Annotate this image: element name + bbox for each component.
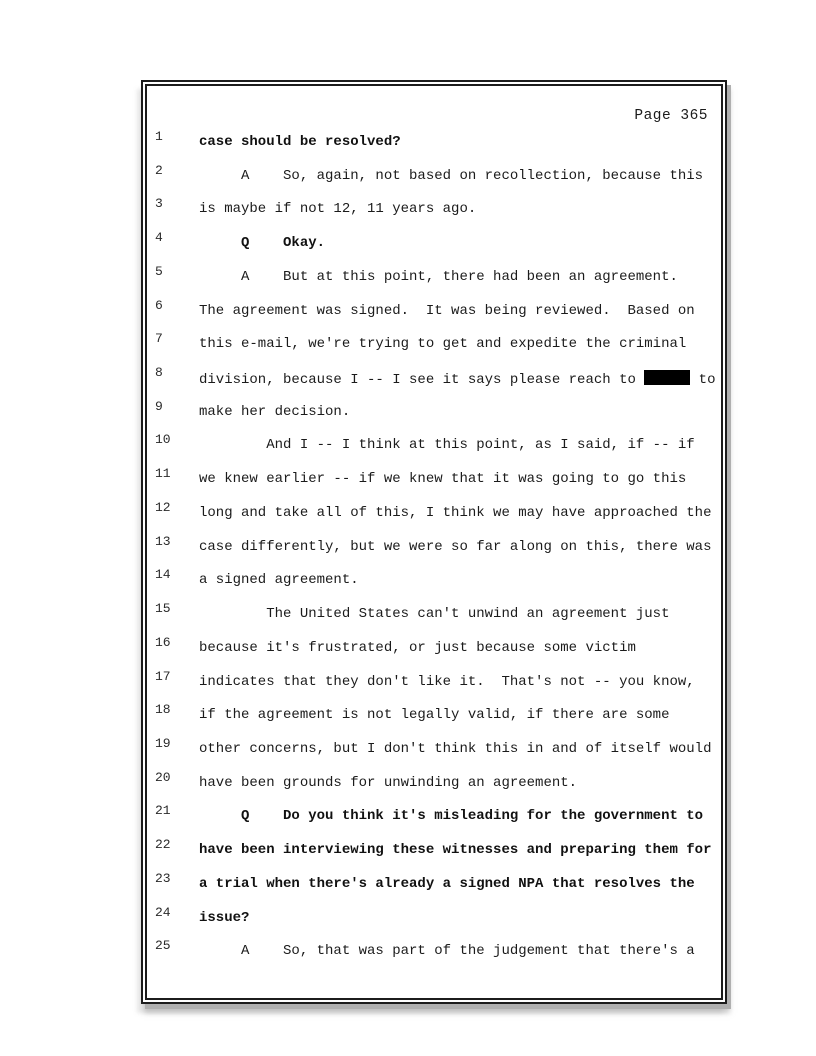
line-number: 17 xyxy=(155,668,171,684)
line-number: 21 xyxy=(155,803,171,819)
page-number-label: Page 365 xyxy=(634,108,708,124)
transcript-line xyxy=(147,331,721,370)
transcript-line xyxy=(147,365,721,404)
transcript-line xyxy=(147,230,721,269)
line-text: this e-mail, we're trying to get and expedite the criminal xyxy=(199,336,687,353)
line-text: a trial when there's already a signed NPA that resolves the xyxy=(199,875,695,892)
line-text: A So, again, not based on recollection, because this xyxy=(199,167,704,184)
transcript-line xyxy=(147,634,721,674)
line-number: 5 xyxy=(155,263,163,279)
transcript-line xyxy=(147,297,721,337)
line-text: case should be resolved? xyxy=(199,134,401,150)
page-border-frame xyxy=(141,80,727,1004)
line-text: case differently, but we were so far along on this, there was xyxy=(199,538,712,555)
line-text: A So, that was part of the judgement that there's a xyxy=(199,943,695,960)
line-text: The United States can't unwind an agreement just xyxy=(199,606,670,623)
line-number: 10 xyxy=(155,432,171,448)
line-text: a signed agreement. xyxy=(199,572,359,589)
transcript-line xyxy=(147,129,721,168)
line-number: 20 xyxy=(155,769,171,785)
page-border-inner-frame xyxy=(145,84,723,1000)
transcript-line xyxy=(147,668,721,708)
transcript-lines xyxy=(147,129,721,977)
line-text: we knew earlier -- if we knew that it was going to go this xyxy=(199,471,687,488)
transcript-line xyxy=(147,735,721,775)
line-number: 15 xyxy=(155,601,171,617)
line-number: 6 xyxy=(155,297,163,313)
transcript-line xyxy=(147,601,721,640)
transcript-line xyxy=(147,769,721,809)
line-number: 9 xyxy=(155,398,163,414)
line-text: if the agreement is not legally valid, if there are some xyxy=(199,707,670,724)
transcript-line xyxy=(147,499,721,539)
line-number: 22 xyxy=(155,837,171,853)
transcript-line xyxy=(147,702,721,741)
line-number: 12 xyxy=(155,499,171,515)
transcript-line xyxy=(147,567,721,606)
line-number: 3 xyxy=(155,196,163,212)
transcript-line xyxy=(147,938,721,977)
line-text: The agreement was signed. It was being reviewed. Based on xyxy=(199,302,695,319)
line-text: indicates that they don't like it. That's not -- you know, xyxy=(199,673,695,690)
line-text: A But at this point, there had been an agreement. xyxy=(199,268,678,285)
line-number: 7 xyxy=(155,331,163,347)
line-number: 1 xyxy=(155,129,163,144)
line-text: Q Okay. xyxy=(199,235,326,252)
line-number: 25 xyxy=(155,938,171,954)
transcript-line xyxy=(147,533,721,573)
transcript-line xyxy=(147,466,721,505)
line-number: 19 xyxy=(155,735,171,751)
transcript-line xyxy=(147,837,721,876)
line-text: because it's frustrated, or just because some victim xyxy=(199,639,636,656)
transcript-line xyxy=(147,162,721,202)
transcript-line xyxy=(147,904,721,944)
line-text: other concerns, but I don't think this in and of itself would xyxy=(199,740,712,757)
line-number: 18 xyxy=(155,702,171,718)
line-number: 24 xyxy=(155,904,171,920)
redaction-box xyxy=(644,370,690,385)
line-number: 13 xyxy=(155,533,171,549)
line-text: Q Do you think it's misleading for the government to xyxy=(199,808,704,825)
line-text: division, because I -- I see it says please reach to to xyxy=(199,372,716,389)
line-number: 11 xyxy=(155,466,171,482)
line-text: And I -- I think at this point, as I said, if -- if xyxy=(199,437,695,454)
transcript-line xyxy=(147,196,721,235)
line-number: 23 xyxy=(155,870,171,886)
transcript-line xyxy=(147,803,721,842)
line-text: make her decision. xyxy=(199,403,351,420)
line-text: issue? xyxy=(199,909,250,926)
line-number: 14 xyxy=(155,567,171,583)
line-text: is maybe if not 12, 11 years ago. xyxy=(199,201,477,218)
line-number: 16 xyxy=(155,634,171,650)
line-text: long and take all of this, I think we may have approached the xyxy=(199,504,712,521)
transcript-line xyxy=(147,870,721,910)
transcript-line xyxy=(147,432,721,471)
transcript-line xyxy=(147,263,721,303)
line-number: 4 xyxy=(155,230,163,246)
line-text: have been grounds for unwinding an agreement. xyxy=(199,774,578,791)
transcript-line xyxy=(147,398,721,438)
line-text: have been interviewing these witnesses and preparing them for xyxy=(199,842,712,859)
line-number: 2 xyxy=(155,162,163,178)
line-number: 8 xyxy=(155,365,163,381)
